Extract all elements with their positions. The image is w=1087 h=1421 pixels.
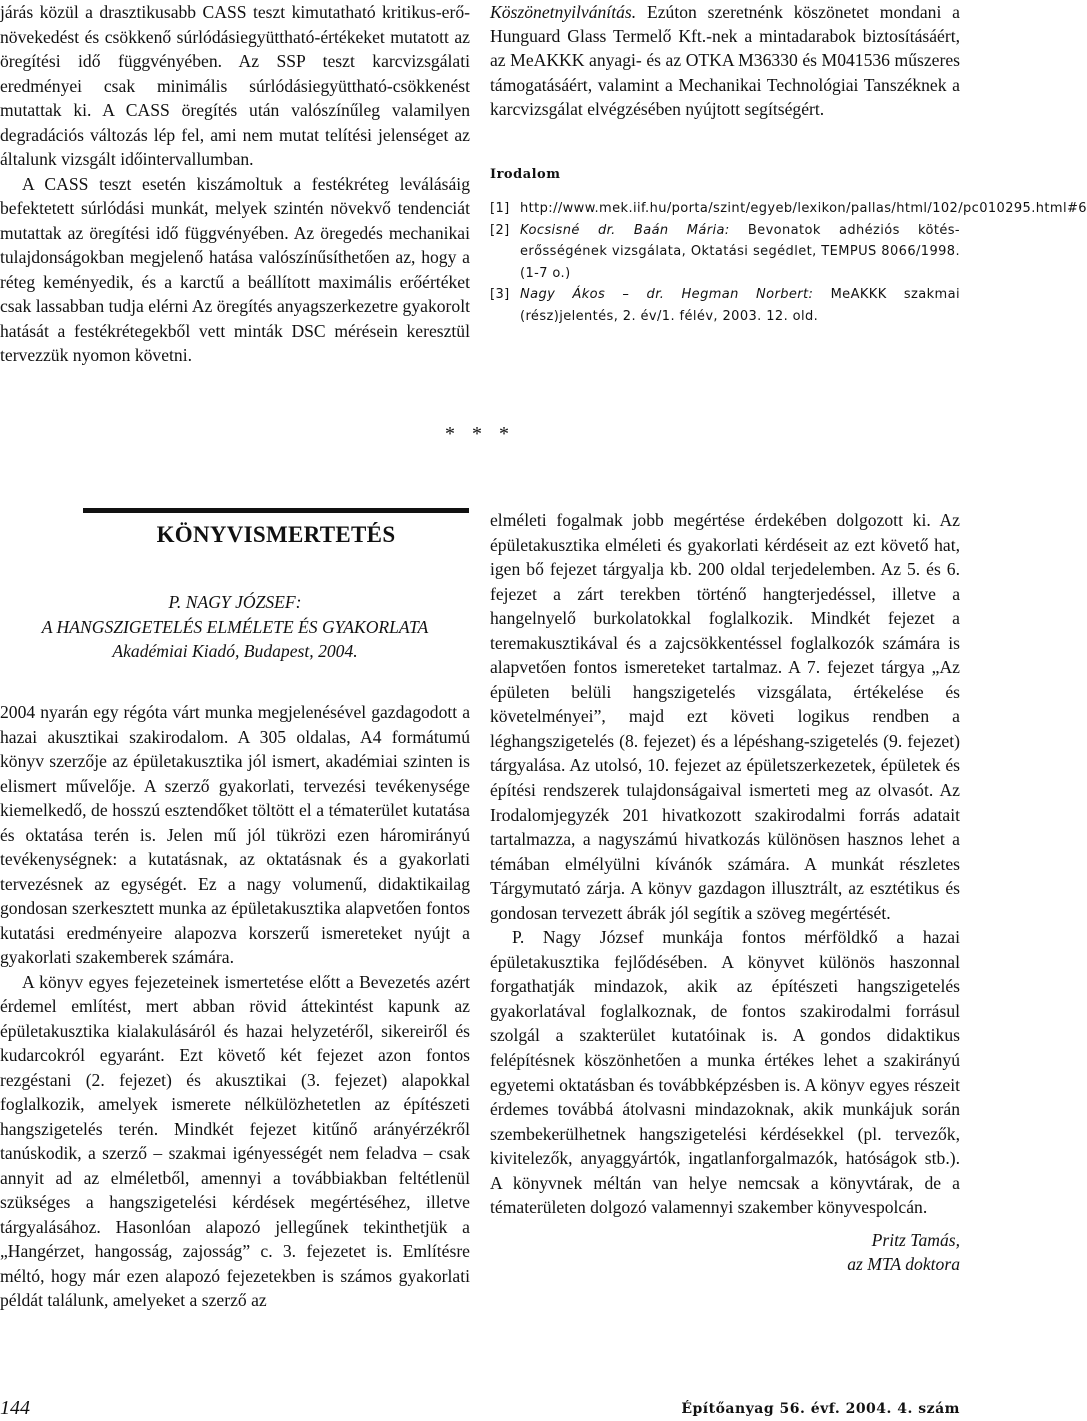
- reference-author: Kocsisné dr. Baán Mária:: [520, 222, 730, 238]
- book-publisher: Akadémiai Kiadó, Budapest, 2004.: [112, 641, 358, 661]
- reference-number: [2]: [490, 222, 510, 238]
- article-right-column: [490, 0, 1087, 327]
- reference-number: [3]: [490, 287, 510, 303]
- journal-citation: Építőanyag 56. évf. 2004. 4. szám: [681, 1401, 960, 1417]
- reference-text: Bevonatok adhéziós kötés-erősségének vizsgálata, Oktatási segédlet, TEMPUS 8066/1998. (1-7 o.): [520, 222, 960, 281]
- review-right-column: [490, 508, 960, 1277]
- review-left-column: [0, 700, 470, 1313]
- reference-author: Nagy Ákos – dr. Hegman Norbert:: [520, 287, 814, 303]
- acknowledgement-lead: Köszönetnyilvánítás.: [490, 2, 637, 22]
- acknowledgement-text: Ezúton szeretnénk köszönetet mondani a Hunguard Glass Termelő Kft.-nek a mintadarabok biztosításáért, az MeAKKK anyagi- és az OTKA M36330 és M041536 műszeres támogatásáért, valamint a Mechanikai Technológiai Tanszéknek a karcvizsgálat elvégzésében nyújtott segítségért.: [490, 2, 960, 119]
- article-left-column: [0, 0, 470, 368]
- reference-text: MeAKKK szakmai (rész)jelentés, 2. év/1. félév, 2003. 12. old.: [520, 287, 960, 324]
- reviewer-name: Pritz Tamás,: [871, 1229, 960, 1250]
- reviewer-affiliation: az MTA doktora: [847, 1254, 960, 1275]
- review-paragraph: elméleti fogalmak jobb megértése érdekében dolgozott ki. Az épületakusztika elméleti és gyakorlati kérdéseit az ezt követő hat, igen bő fejezet tárgyalja kb. 200 oldal terjedelemben. Az 5. és 6. fejezet a zárt terekben történő hangterjedéssel, illetve a hangelnyelő burkolatokkal foglalkozik. Mindkét fejezet a teremakusztikával és a zajcsökkentéssel foglalkozók számára is alapvetően fontos ismereteket tartalmaz. A 7. fejezet tárgya „Az épületen belüli hangszigetelés vizsgálata, értékelése és követelményei”, majd ezt követi logikus rendben a léghangszigetelés (8. fejezet) és a lépéshang-szigetelés (9. fejezet) tárgyalása. Az utolsó, 10. fejezet az épületszerkezetek, épületek és építési rendszerek tulajdonságaival ismerteti meg az olvasót. Az Irodalomjegyzék 201 hivatkozott szakirodalmi forrás adatait tartalmazza, a nagyszámú hivatkozás különösen hasznos lehet a témában elmélyülni kívánók számára. A munkát részletes Tárgymutató zárja. A könyv gazdagon illusztrált, az esztétikus és gondosan tervezett ábrák jól segítik a szöveg megértését.: [490, 510, 960, 923]
- review-paragraph: P. Nagy József munkája fontos mérföldkő a hazai épületakusztika fejlődésében. A könyvet különös haszonnal forgathatják mindazok, akik az építészeti hangszigetelés gyakorlatával foglalkoznak, de fontos szakirodalmi forrásul szolgál a szakterület kutatóinak is. A gondos didaktikus felépítésnek köszönhetően a munka értékes lehet a szakirányú egyetemi oktatásban és továbbképzésben is. A könyv egyes részeit érdemes továbbá átolvasni mindazoknak, akik munkájuk során szembekerülhetnek hangszigetelési kérdésekkel (pl. tervezők, kivitelezők, anyaggyártók, ingatlanforgalmazók, hatóságok stb.). A könyvnek méltán van helye nemcsak a könyvtárak, de a tématerületen dolgozó valamennyi szakember könyvespolcán.: [490, 927, 960, 1218]
- reference-text: http://www.mek.iif.hu/porta/szint/egyeb/lexikon/pallas/html/102/pc010295.html#6: [520, 201, 1087, 217]
- book-title: A HANGSZIGETELÉS ELMÉLETE ÉS GYAKORLATA: [41, 616, 429, 637]
- reference-item: [490, 220, 960, 285]
- page-number: 144: [0, 1397, 30, 1419]
- article-paragraph: járás közül a drasztikusabb CASS teszt kimutatható kritikus-erő-növekedést és csökkenő súrlódásiegyüttható-értékeket mutatott az öregítési idő függvényében. Az SSP teszt karcvizsgálati eredményei csak minimális súrlódásiegyüttható-csökkenést mutattak ki. A CASS öregítés után valószínűleg valamilyen degradációs változás lép fel, ami nem mutat telítési jelenséget az általunk vizsgált időintervallumban.: [0, 2, 470, 169]
- reference-item: [490, 198, 1087, 220]
- acknowledgement: [490, 0, 960, 121]
- book-author: P. NAGY JÓZSEF:: [168, 592, 302, 612]
- book-info: [0, 590, 470, 664]
- reference-number: [1]: [490, 201, 510, 217]
- section-separator: * * *: [445, 423, 515, 445]
- review-paragraph: A könyv egyes fejezeteinek ismertetése előtt a Bevezetés azért érdemel említést, mert abban rövid áttekintést kapunk az épületakusztika kialakulásáról és hazai helyzetéről, sikereiről és kudarcokról egyaránt. Ezt követő két fejezet azon fontos rezgéstani (2. fejezet) és akusztikai (3. fejezet) alapokkal foglalkozik, amelyek ismerete nélkülözhetetlen az építészeti hangszigetelés terén. Mindkét fejezet kitűnő arányérzékről tanúskodik, a szerző – szakmai igényességét nem feladva – csak annyit ad az elméletből, amennyi a továbbiakban feltétlenül szükséges a hangszigetelési kérdések megértéséhez, illetve tárgyalásához. Hasonlóan alapozó jellegűnek tekinthetjük a „Hangérzet, hangosság, zajosság” c. 3. fejezetet is. Említésre méltó, hogy már ezen alapozó fejezetekben is számos gyakorlati példát találunk, amelyeket a szerző az: [0, 971, 470, 1310]
- references-heading: Irodalom: [490, 167, 561, 183]
- article-paragraph: A CASS teszt esetén kiszámoltuk a festékréteg leválásáig befektetett súrlódási munkát, melyek szintén növekvő tendenciát mutattak az öregítési idő függvényében. Az öregedés mechanikai tulajdonságokban megjelenő hatása valószínűsíthetően az, hogy a réteg keményedik, és a karctű a beállított maximális erőértéket csak lassabban tudja elérni Az öregítés anyagszerkezetre gyakorolt hatását a festékrétegekből vett minták DSC mérésein keresztül tervezzük nyomon követni.: [0, 173, 470, 365]
- reference-item: [490, 284, 960, 327]
- section-title: KÖNYVISMERTETÉS: [156, 522, 396, 547]
- review-paragraph: 2004 nyarán egy régóta várt munka megjelenésével gazdagodott a hazai akusztikai szakirodalom. A 305 oldalas, A4 formátumú könyv szerzője az épületakusztika jól ismert, akadémiai szinten is elismert művelője. A szerző gyakorlati, tervezési tevékenysége kiemelkedő, de hosszú esztendőket töltött el a tématerület kutatása és oktatása terén is. Jelen mű jól tükrözi ezen háromirányú tevékenységnek: a kutatásnak, az oktatásnak és a gyakorlati tervezésnek az egységét. Ez a nagy volumenű, didaktikailag gondosan szerkesztett munka az épületakusztika alapvetően fontos kutatási eredményeire alapozva korszerű ismereteket nyújt a gyakorlati szakemberek számára.: [0, 702, 470, 967]
